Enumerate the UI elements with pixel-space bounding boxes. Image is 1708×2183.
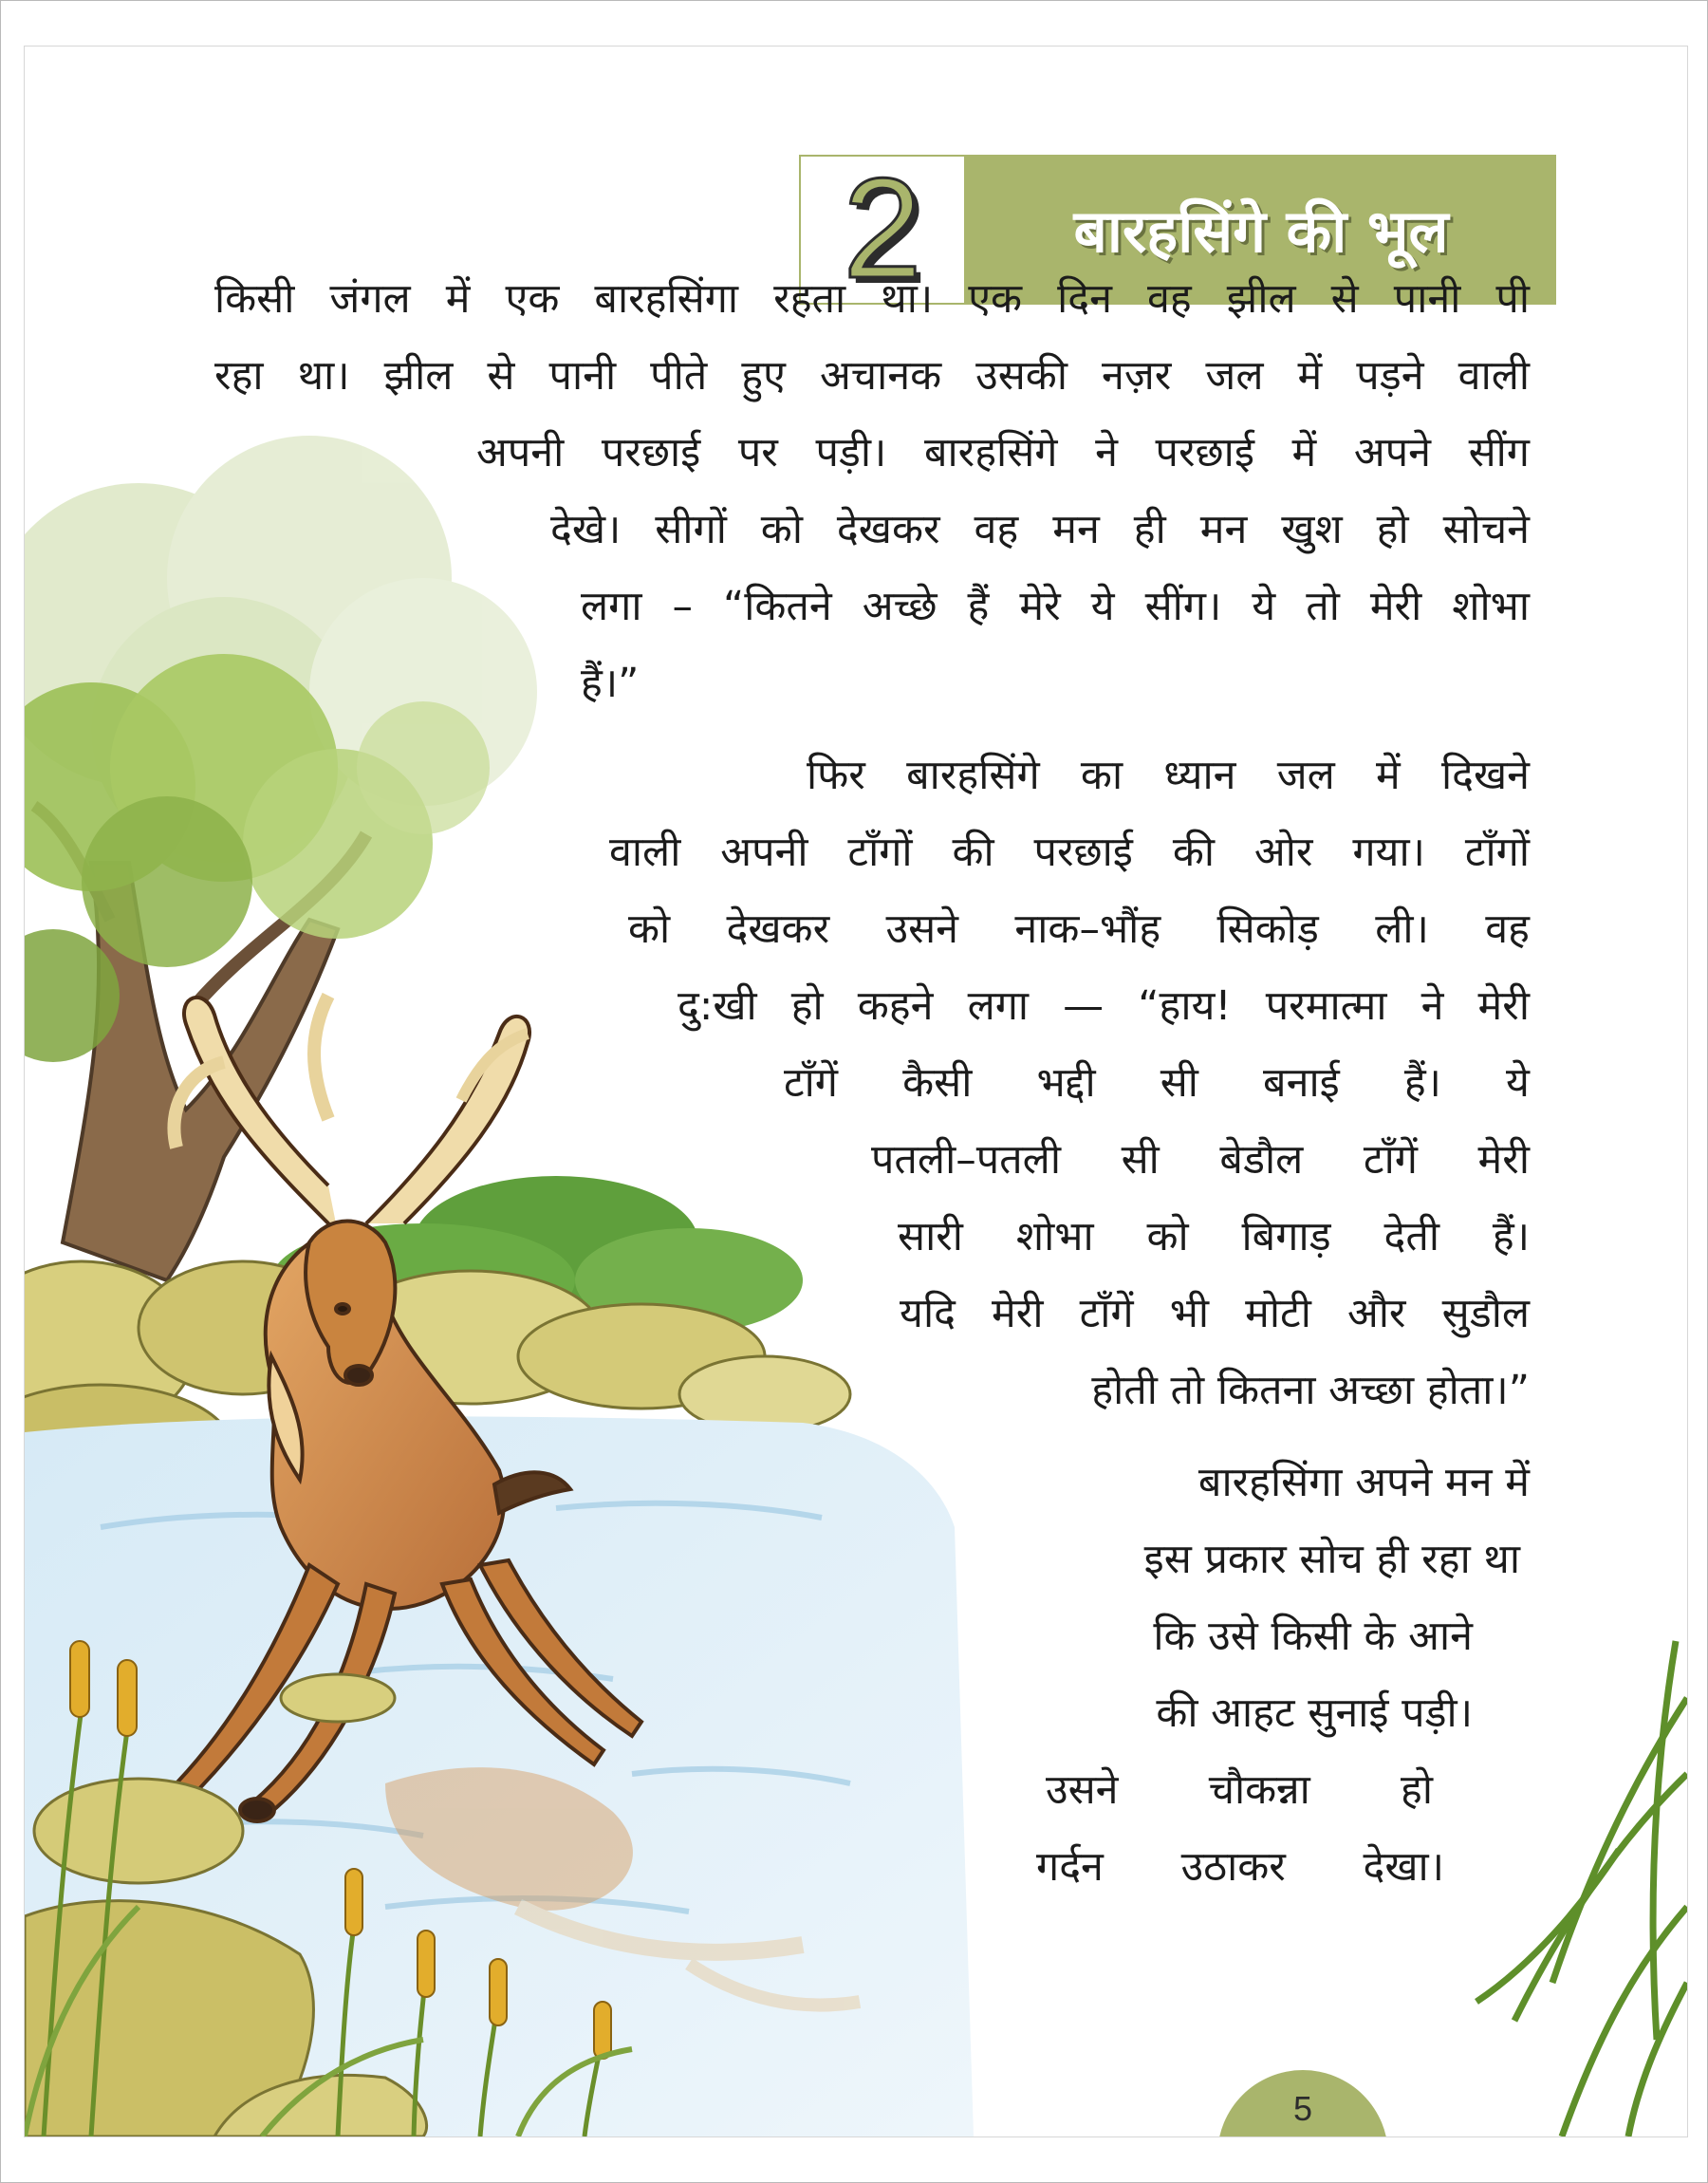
paragraph-2-line-4: दु:खी हो कहने लगा — “हाय! परमात्मा ने मेरी [678,982,1530,1030]
paragraph-3-line-5: उसने चौकन्ना हो [1046,1766,1433,1814]
chapter-title: बारहसिंगे की भूल [1073,196,1449,266]
paragraph-2-line-8: यदि मेरी टाँगें भी मोटी और सुडौल [900,1290,1530,1337]
paragraph-3-line-6: गर्दन उठाकर देखा। [1036,1843,1444,1891]
book-page [24,46,1688,2137]
paragraph-1-line-1: किसी जंगल में एक बारहसिंगा रहता था। एक दिन वह झील से पानी पी [214,275,1530,323]
paragraph-2-line-5: टाँगें कैसी भद्दी सी बनाई हैं। ये [784,1059,1530,1107]
paragraph-2-line-3: को देखकर उसने नाक–भौंह सिकोड़ ली। वह [628,905,1530,953]
paragraph-1-line-5: लगा – “कितने अच्छे हैं मेरे ये सींग। ये तो मेरी शोभा [581,583,1530,630]
paragraph-1-line-6: हैं।” [581,660,640,707]
paragraph-2-line-7: सारी शोभा को बिगाड़ देती हैं। [898,1213,1530,1260]
paragraph-1-line-3: अपनी परछाई पर पड़ी। बारहसिंगे ने परछाई में अपने सींग [476,429,1530,476]
paragraph-3-line-3: कि उसे किसी के आने [1153,1613,1473,1660]
paragraph-3-line-2: इस प्रकार सोच ही रहा था [1143,1536,1520,1583]
paragraph-2-line-1: फिर बारहसिंगे का ध्यान जल में दिखने [807,752,1530,799]
reeds-right [1476,1641,1687,2136]
paragraph-2-line-9: होती तो कितना अच्छा होता।” [1091,1367,1530,1414]
paragraph-3-line-4: की आहट सुनाई पड़ी। [1156,1689,1473,1737]
paragraph-3-line-1: बारहसिंगा अपने मन में [1197,1459,1530,1506]
paragraph-1-line-2: रहा था। झील से पानी पीते हुए अचानक उसकी नज़र जल में पड़ने वाली [214,352,1530,400]
paragraph-2-line-6: पतली–पतली सी बेडौल टाँगें मेरी [871,1136,1530,1184]
chapter-number: 2 [843,148,922,308]
paragraph-1-line-4: देखे। सीगों को देखकर वह मन ही मन खुश हो सोचने [550,506,1530,553]
page-number: 5 [1292,2089,1313,2128]
paragraph-2-line-2: वाली अपनी टाँगों की परछाई की ओर गया। टाँगों [609,829,1530,876]
water-rock [281,1674,395,1722]
